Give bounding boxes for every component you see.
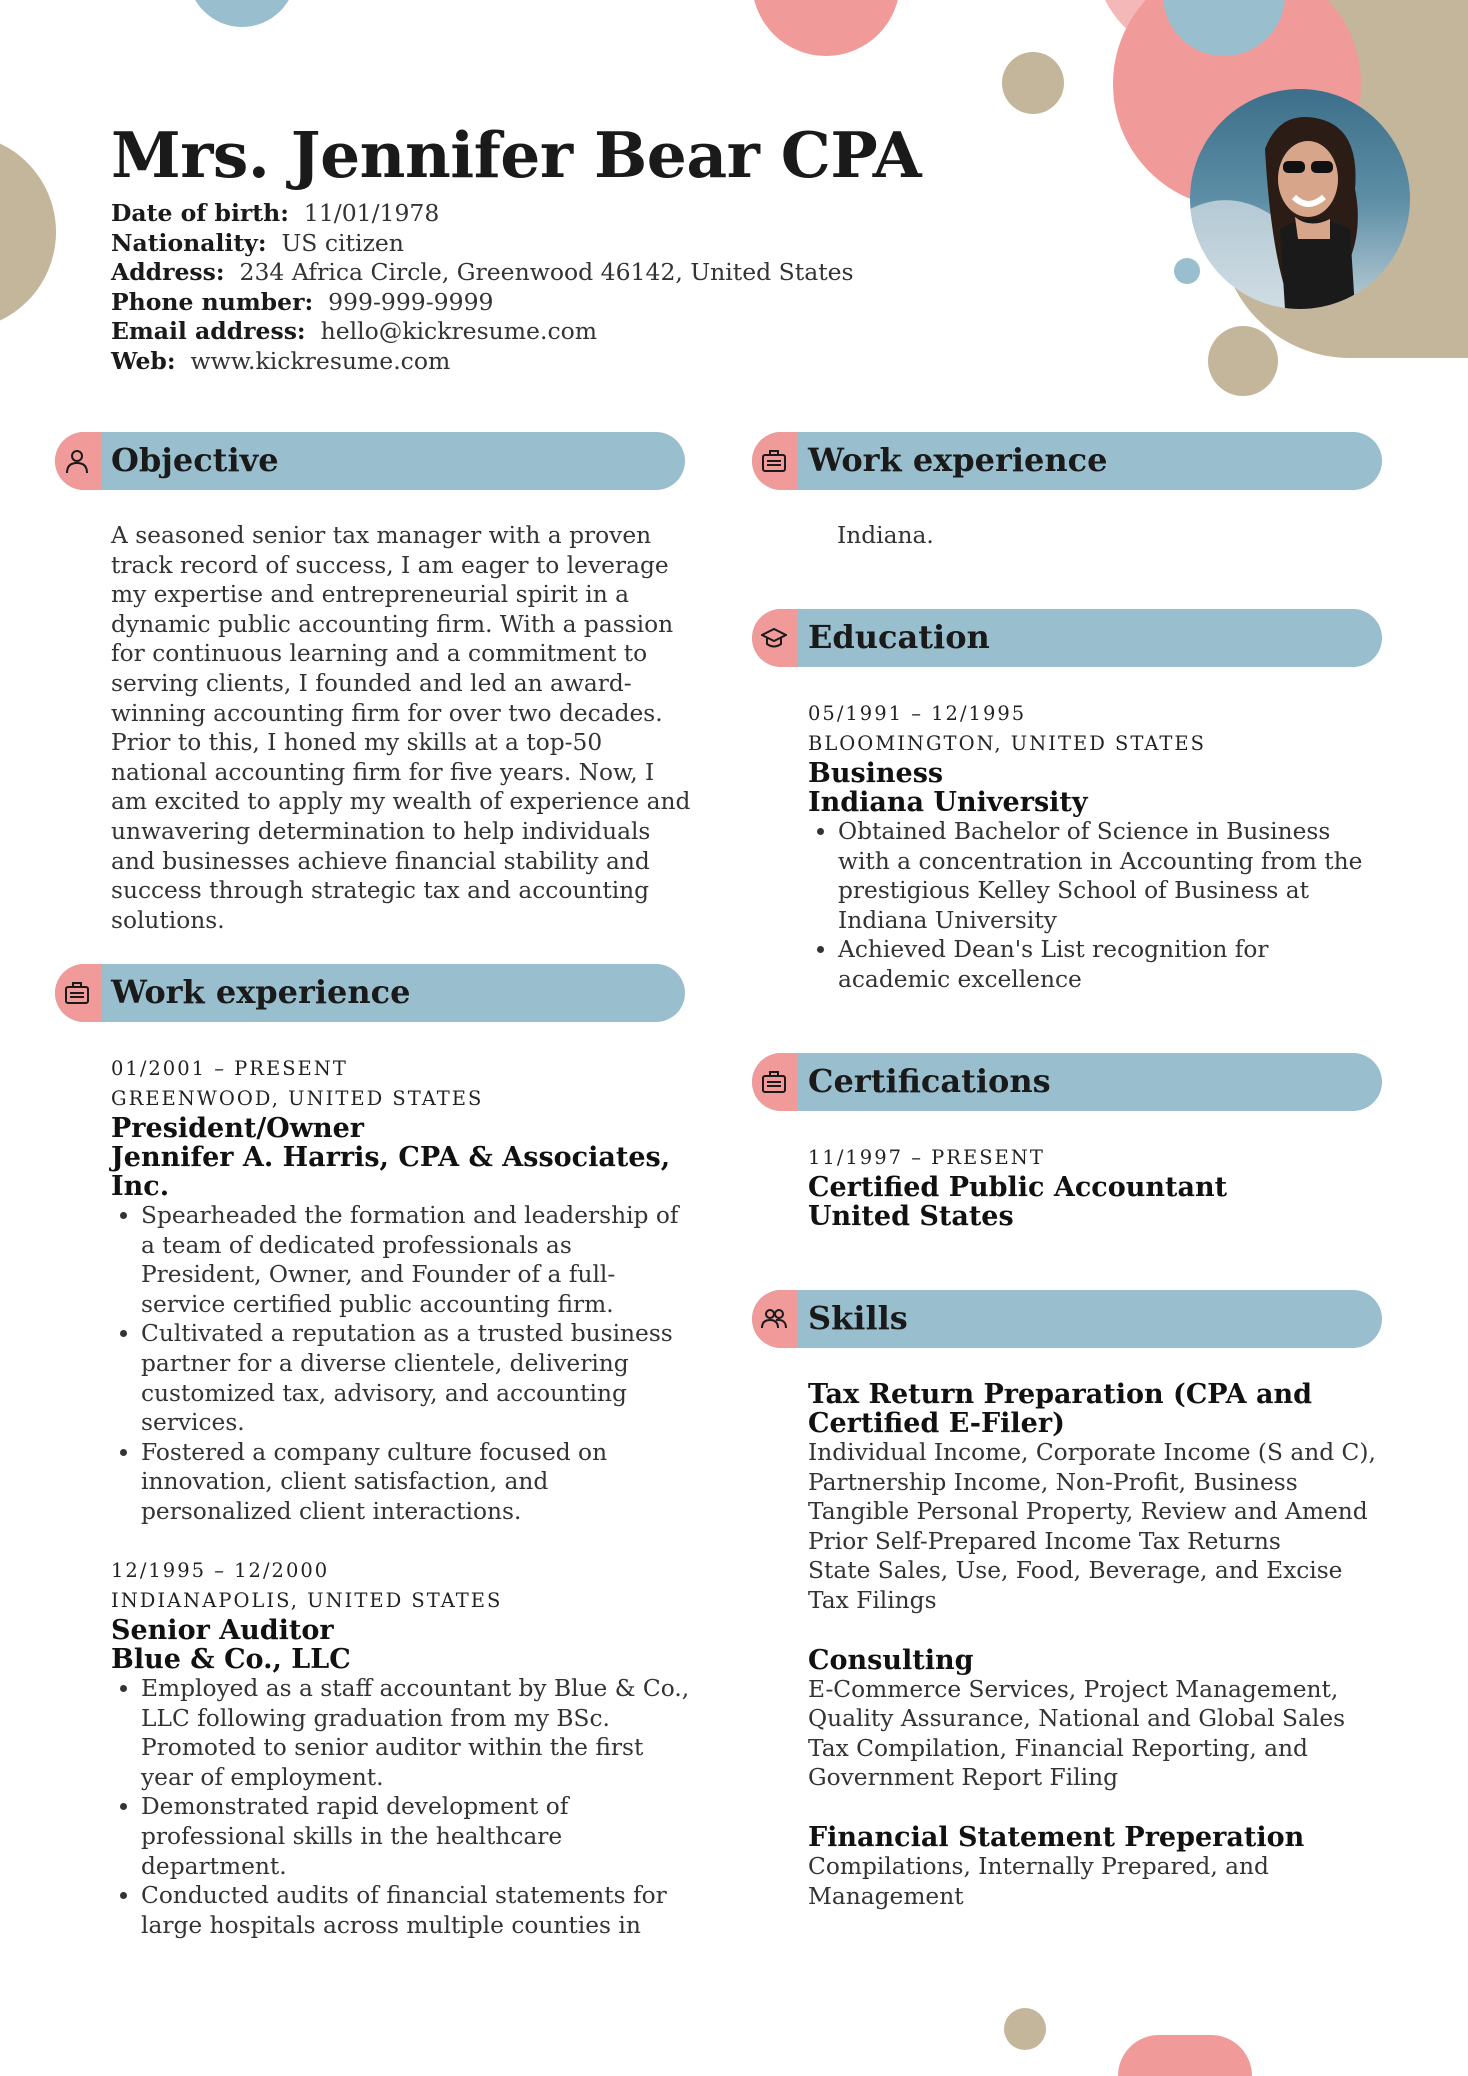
work-continued-header bbox=[752, 432, 1382, 490]
contact-row bbox=[111, 199, 854, 229]
education-location: BLOOMINGTON, UNITED STATES bbox=[808, 732, 1206, 755]
contact-value: 11/01/1978 bbox=[303, 199, 440, 227]
skill-name: Financial Statement Preperation bbox=[808, 1821, 1305, 1853]
icon-cap bbox=[752, 432, 798, 490]
job-location: GREENWOOD, UNITED STATES bbox=[111, 1087, 484, 1110]
skill-description: Compilations, Internally Prepared, and Management bbox=[808, 1852, 1269, 1910]
contact-label: Email address: bbox=[111, 317, 306, 346]
contact-value: 999-999-9999 bbox=[328, 287, 494, 316]
icon-cap bbox=[55, 432, 101, 490]
briefcase-icon bbox=[761, 1069, 787, 1095]
contact-row bbox=[111, 288, 854, 318]
job-bullets bbox=[111, 1201, 691, 1527]
skill-description: E-Commerce Services, Project Management, Quality Assurance, National and Global Sales Tax Compilation, Financial Reporting, and Government Report Filing bbox=[808, 1675, 1346, 1792]
certification-dates: 11/1997 – PRESENT bbox=[808, 1146, 1045, 1169]
job-role: President/Owner bbox=[111, 1113, 364, 1144]
decor-circle bbox=[1004, 2008, 1046, 2050]
job-entry bbox=[111, 1556, 691, 1940]
briefcase-icon bbox=[761, 448, 787, 474]
education-school: Indiana University bbox=[808, 787, 1088, 818]
contact-value: US citizen bbox=[281, 228, 404, 257]
list-item: • Demonstrated rapid development of professional skills in the healthcare department. bbox=[141, 1792, 691, 1881]
list-item: • Spearheaded the formation and leadership of a team of dedicated professionals as President, Owner, and Founder of a full-service certified public accounting firm. bbox=[141, 1201, 691, 1319]
job-company: Jennifer A. Harris, CPA & Associates, Inc. bbox=[111, 1142, 671, 1202]
work-continued-text: Indiana. bbox=[837, 522, 934, 549]
skill-name: Consulting bbox=[808, 1644, 974, 1676]
education-dates: 05/1991 – 12/1995 bbox=[808, 702, 1027, 725]
decor-circle bbox=[0, 134, 56, 330]
list-item: • Fostered a company culture focused on innovation, client satisfaction, and personalized client interactions. bbox=[141, 1438, 691, 1527]
job-company: Blue & Co., LLC bbox=[111, 1644, 351, 1675]
icon-cap bbox=[752, 609, 798, 667]
skill-description: State Sales, Use, Food, Beverage, and Excise Tax Filings bbox=[808, 1557, 1343, 1614]
contact-row bbox=[111, 317, 854, 347]
skill-description: Individual Income, Corporate Income (S and C), Partnership Income, Non-Profit, Business Tangible Personal Property, Review and Amend Prior Self-Prepared Income Tax Returns bbox=[808, 1439, 1376, 1555]
contact-row bbox=[111, 347, 854, 377]
certification-name: Certified Public Accountant bbox=[808, 1172, 1228, 1203]
contact-label: Address: bbox=[111, 258, 225, 287]
skill-item bbox=[808, 1646, 1388, 1793]
skill-item bbox=[808, 1823, 1388, 1911]
education-header bbox=[752, 609, 1382, 667]
decor-circle bbox=[1208, 326, 1278, 396]
icon-cap bbox=[752, 1290, 798, 1348]
work-header bbox=[55, 964, 685, 1022]
education-field: Business bbox=[808, 758, 944, 789]
certification-entry bbox=[808, 1143, 1388, 1231]
list-item: • Obtained Bachelor of Science in Business with a concentration in Accounting from the prestigious Kelley School of Business at Indiana University bbox=[838, 817, 1388, 935]
decor-circle bbox=[752, 0, 900, 56]
decor-circle bbox=[1002, 52, 1064, 114]
list-item: • Achieved Dean's List recognition for academic excellence bbox=[838, 935, 1388, 994]
list-item: • Conducted audits of financial statements for large hospitals across multiple counties in bbox=[141, 1881, 691, 1940]
decor-circle bbox=[1174, 258, 1200, 284]
job-location: INDIANAPOLIS, UNITED STATES bbox=[111, 1589, 503, 1612]
education-entry bbox=[808, 699, 1388, 995]
section-title: Skills bbox=[808, 1299, 908, 1337]
job-role: Senior Auditor bbox=[111, 1615, 334, 1646]
email-link[interactable]: hello@kickresume.com bbox=[320, 317, 598, 346]
section-title: Work experience bbox=[808, 441, 1108, 479]
briefcase-icon bbox=[64, 980, 90, 1006]
job-entry bbox=[111, 1054, 691, 1527]
job-dates: 12/1995 – 12/2000 bbox=[111, 1559, 330, 1582]
person-icon bbox=[64, 448, 90, 474]
icon-cap bbox=[55, 964, 101, 1022]
section-title: Certifications bbox=[808, 1062, 1051, 1100]
profile-photo bbox=[1190, 89, 1410, 309]
decor-circle bbox=[188, 0, 296, 27]
section-title: Work experience bbox=[111, 973, 411, 1011]
job-bullets bbox=[111, 1674, 691, 1940]
icon-cap bbox=[752, 1053, 798, 1111]
contact-label: Web: bbox=[111, 346, 176, 375]
education-bullets bbox=[808, 817, 1388, 995]
skills-header bbox=[752, 1290, 1382, 1348]
skills-list bbox=[808, 1380, 1388, 1911]
skill-item bbox=[808, 1380, 1388, 1616]
certifications-header bbox=[752, 1053, 1382, 1111]
decor-circle bbox=[1118, 2035, 1252, 2076]
skill-name: Tax Return Preparation (CPA and Certified E-Filer) bbox=[808, 1379, 1312, 1439]
contact-info bbox=[111, 199, 854, 377]
list-item: • Employed as a staff accountant by Blue & Co., LLC following graduation from my BSc. Promoted to senior auditor within the first year of employment. bbox=[141, 1674, 691, 1792]
contact-value: 234 Africa Circle, Greenwood 46142, United States bbox=[239, 258, 854, 287]
graduation-cap-icon bbox=[761, 625, 787, 651]
contact-label: Nationality: bbox=[111, 228, 267, 257]
contact-label: Date of birth: bbox=[111, 199, 289, 227]
job-dates: 01/2001 – PRESENT bbox=[111, 1057, 348, 1080]
certification-place: United States bbox=[808, 1201, 1014, 1232]
objective-text: A seasoned senior tax manager with a proven track record of success, I am eager to leverage my expertise and entrepreneurial spirit in a dynamic public accounting firm. With a passion for continuous learning and a commitment to serving clients, I founded and led an award-winning accounting firm for over two decades. Prior to this, I honed my skills at a top-50 national accounting firm for five years. Now, I am excited to apply my wealth of experience and unwavering determination to help individuals and businesses achieve financial stability and success through strategic tax and accounting solutions. bbox=[111, 522, 691, 934]
contact-row bbox=[111, 229, 854, 259]
objective-header bbox=[55, 432, 685, 490]
candidate-name: Mrs. Jennifer Bear CPA bbox=[111, 118, 922, 192]
list-item: • Cultivated a reputation as a trusted business partner for a diverse clientele, delivering customized tax, advisory, and accounting services. bbox=[141, 1319, 691, 1437]
contact-row bbox=[111, 258, 854, 288]
contact-label: Phone number: bbox=[111, 287, 314, 316]
web-link[interactable]: www.kickresume.com bbox=[190, 346, 451, 375]
people-icon bbox=[761, 1306, 787, 1332]
section-title: Objective bbox=[111, 441, 279, 479]
section-title: Education bbox=[808, 618, 990, 656]
